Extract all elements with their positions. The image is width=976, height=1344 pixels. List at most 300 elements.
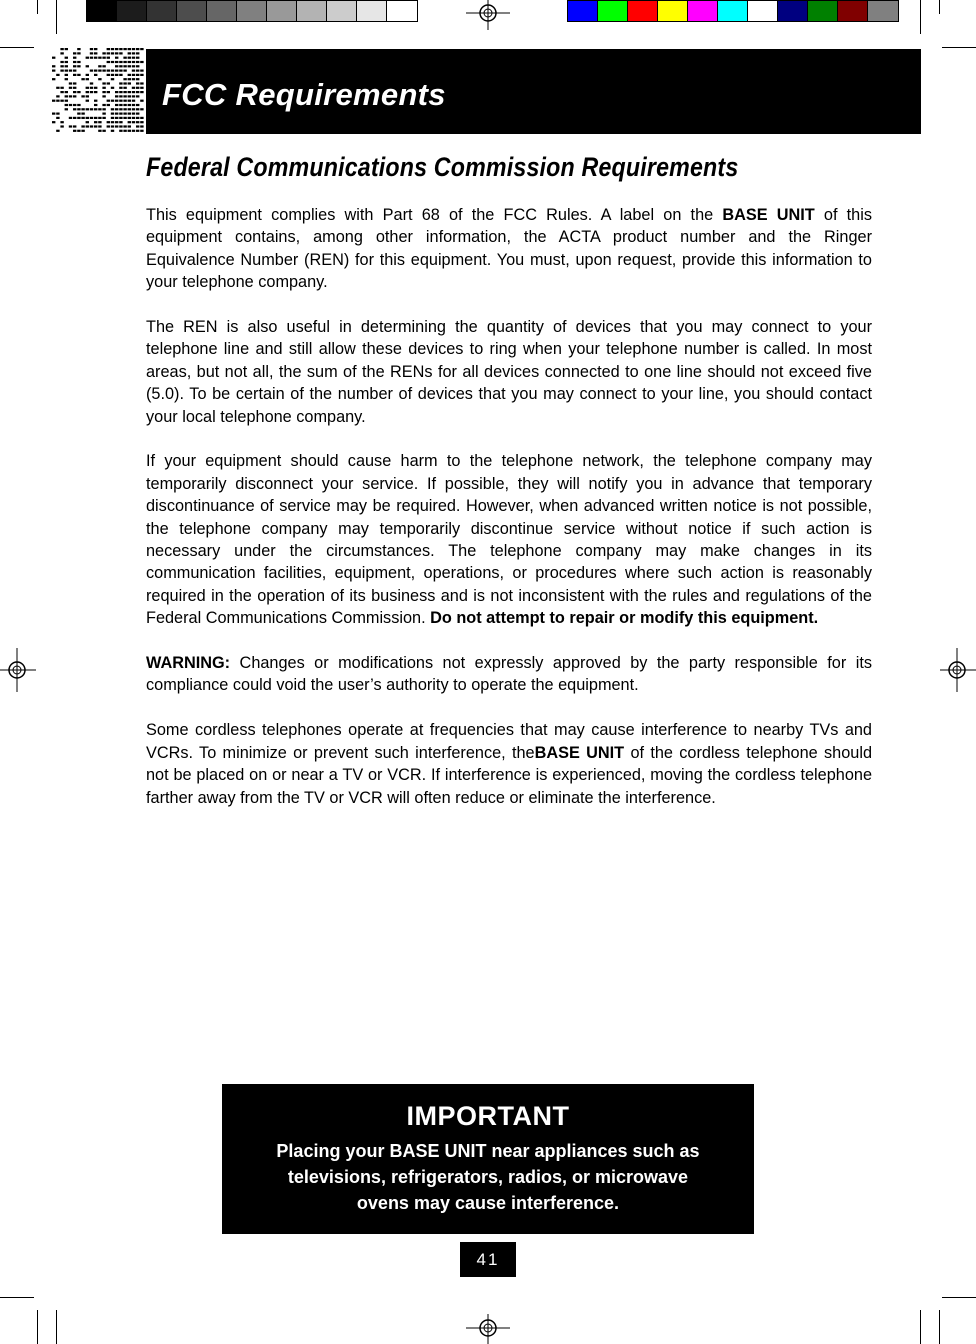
paragraph-interference: Some cordless telephones operate at frequencies that may cause interference to nearby TVs and VCRs. To minimize or prevent such interference, theBASE UNIT of the cordless telephone should not be placed on or near a TV or VCR. If interference is experienced, moving the cordless telephone farther away from the TV or VCR will often reduce or eliminate the interference.: [146, 721, 872, 807]
halftone-dot: [119, 87, 122, 89]
halftone-dot: [119, 70, 122, 72]
halftone-dot: [119, 95, 122, 97]
halftone-dot: [115, 125, 118, 127]
halftone-dot: [77, 130, 80, 132]
halftone-dot: [86, 95, 89, 97]
halftone-dot: [60, 65, 63, 67]
halftone-dot: [107, 125, 110, 127]
color-swatch: [87, 1, 117, 21]
halftone-dot: [140, 108, 143, 110]
halftone-dot: [140, 100, 143, 102]
halftone-dot: [136, 130, 139, 132]
halftone-dot: [140, 70, 143, 72]
color-swatch: [297, 1, 327, 21]
halftone-dot: [132, 117, 135, 119]
halftone-dot: [102, 117, 105, 119]
halftone-dot: [128, 52, 131, 54]
halftone-dot: [73, 95, 76, 97]
halftone-dot: [69, 104, 72, 106]
halftone-dot: [136, 74, 139, 76]
halftone-dot: [102, 113, 105, 115]
repair-warning: Do not attempt to repair or modify this equipment.: [430, 609, 819, 628]
base-unit-term: BASE UNIT: [534, 743, 625, 762]
halftone-dot: [77, 91, 80, 93]
halftone-dot: [136, 70, 139, 72]
halftone-dot: [132, 74, 135, 76]
halftone-dot: [132, 91, 135, 93]
color-swatch: [628, 1, 658, 21]
halftone-dot: [115, 113, 118, 115]
color-swatch: [808, 1, 838, 21]
halftone-dot: [119, 82, 122, 84]
halftone-dot: [115, 121, 118, 123]
halftone-dot: [98, 121, 101, 123]
halftone-dot: [132, 104, 135, 106]
halftone-dot: [73, 70, 76, 72]
halftone-dot: [107, 82, 110, 84]
halftone-dot: [77, 65, 80, 67]
halftone-dot: [86, 121, 89, 123]
halftone-dot: [69, 95, 72, 97]
halftone-dot: [123, 104, 126, 106]
crop-mark: [0, 47, 34, 48]
page-title: FCC Requirements: [162, 77, 446, 112]
halftone-dot: [102, 95, 105, 97]
halftone-dot: [52, 113, 55, 115]
color-swatch: [237, 1, 267, 21]
halftone-dot: [111, 87, 114, 89]
halftone-dot: [136, 117, 139, 119]
halftone-dot: [123, 70, 126, 72]
halftone-dot: [102, 70, 105, 72]
halftone-dot: [111, 52, 114, 54]
halftone-dot: [132, 65, 135, 67]
halftone-dot: [128, 74, 131, 76]
halftone-dot: [60, 91, 63, 93]
halftone-dot: [52, 100, 55, 102]
halftone-dot: [86, 125, 89, 127]
color-swatch: [868, 1, 898, 21]
document-body: [146, 204, 872, 831]
halftone-dot: [73, 104, 76, 106]
document-title: Federal Communications Commission Requirements: [146, 152, 739, 182]
color-swatch: [838, 1, 868, 21]
halftone-dot: [52, 70, 55, 72]
halftone-dot: [136, 91, 139, 93]
halftone-dot: [136, 52, 139, 54]
halftone-dot: [132, 61, 135, 63]
halftone-dot: [86, 78, 89, 80]
halftone-dot: [107, 57, 110, 59]
halftone-dot: [111, 130, 114, 132]
halftone-dot: [65, 91, 68, 93]
halftone-dot: [69, 70, 72, 72]
halftone-dot: [65, 74, 68, 76]
halftone-dot: [132, 130, 135, 132]
halftone-dot: [107, 70, 110, 72]
halftone-dot: [73, 125, 76, 127]
halftone-dot: [81, 78, 84, 80]
halftone-dot: [90, 108, 93, 110]
halftone-dot: [77, 108, 80, 110]
halftone-dot: [98, 117, 101, 119]
halftone-dot: [73, 61, 76, 63]
halftone-dot: [119, 48, 122, 50]
halftone-dot: [111, 78, 114, 80]
halftone-dot: [86, 74, 89, 76]
halftone-dot: [60, 70, 63, 72]
halftone-dot: [107, 104, 110, 106]
crop-mark: [942, 1297, 976, 1298]
halftone-dot: [73, 57, 76, 59]
halftone-dot: [123, 48, 126, 50]
halftone-dot: [73, 52, 76, 54]
halftone-dot: [140, 82, 143, 84]
registration-mark-icon: [466, 1314, 510, 1344]
halftone-dot: [107, 48, 110, 50]
halftone-dot: [123, 100, 126, 102]
halftone-dot: [73, 74, 76, 76]
halftone-dot: [73, 65, 76, 67]
halftone-dot: [81, 113, 84, 115]
color-swatch: [267, 1, 297, 21]
halftone-dot: [119, 52, 122, 54]
halftone-dot: [128, 130, 131, 132]
paragraph-network-harm: If your equipment should cause harm to the telephone network, the telephone company may temporarily disconnect your service. If possible, they will notify you in advance that temporary discontinuance of service may be required. However, when advanced written notice is not possible, the telephone company may temporarily discontinue service without notice if such action is necessary under the circumstances. The telephone company may make changes in its communication facilities, equipment, operations, or procedures where such action is reasonably required in the operation of its business and is not inconsistent with the rules and regulations of the Federal Communications Commission. Do not attempt to repair or modify this equipment.: [146, 452, 872, 628]
halftone-dot: [119, 113, 122, 115]
registration-mark-icon: [940, 648, 976, 692]
halftone-dot: [60, 125, 63, 127]
halftone-dot: [77, 61, 80, 63]
halftone-dot: [128, 104, 131, 106]
halftone-dot: [136, 113, 139, 115]
halftone-dot: [123, 57, 126, 59]
grayscale-calibration-strip: [86, 0, 418, 22]
halftone-dot: [115, 100, 118, 102]
halftone-dot: [115, 61, 118, 63]
halftone-dot: [132, 52, 135, 54]
halftone-dot: [94, 100, 97, 102]
halftone-dot: [132, 113, 135, 115]
halftone-dot: [56, 87, 59, 89]
halftone-dot: [98, 125, 101, 127]
halftone-dot: [128, 125, 131, 127]
halftone-dot: [128, 108, 131, 110]
halftone-dot: [52, 78, 55, 80]
halftone-dot: [128, 91, 131, 93]
halftone-dot: [128, 48, 131, 50]
halftone-dot: [102, 130, 105, 132]
halftone-dot: [56, 113, 59, 115]
halftone-dot: [123, 78, 126, 80]
halftone-dot: [60, 121, 63, 123]
halftone-dot: [81, 130, 84, 132]
halftone-dot: [94, 104, 97, 106]
halftone-dot: [123, 108, 126, 110]
halftone-dot: [98, 65, 101, 67]
halftone-dot: [98, 108, 101, 110]
halftone-dot: [94, 87, 97, 89]
halftone-dot: [132, 70, 135, 72]
halftone-dot: [69, 125, 72, 127]
halftone-dot: [119, 117, 122, 119]
halftone-dot: [115, 52, 118, 54]
halftone-dot: [98, 57, 101, 59]
crop-mark: [920, 0, 921, 34]
halftone-dot: [128, 61, 131, 63]
halftone-dot: [94, 91, 97, 93]
halftone-dot: [123, 130, 126, 132]
halftone-dot: [136, 108, 139, 110]
halftone-dot: [60, 52, 63, 54]
halftone-dot: [86, 108, 89, 110]
halftone-dot: [140, 91, 143, 93]
halftone-dot: [86, 91, 89, 93]
halftone-dot: [65, 95, 68, 97]
halftone-dot: [107, 61, 110, 63]
halftone-dot: [140, 48, 143, 50]
halftone-dot: [69, 87, 72, 89]
halftone-dot: [119, 65, 122, 67]
halftone-dot: [111, 61, 114, 63]
halftone-dot: [132, 108, 135, 110]
halftone-dot: [128, 113, 131, 115]
halftone-dot: [86, 100, 89, 102]
halftone-dot: [119, 74, 122, 76]
halftone-dot: [73, 87, 76, 89]
halftone-dot: [60, 48, 63, 50]
halftone-dot: [115, 57, 118, 59]
halftone-dot: [81, 108, 84, 110]
halftone-dot: [140, 87, 143, 89]
crop-mark: [939, 0, 940, 14]
registration-mark-icon: [466, 0, 510, 30]
halftone-dot: [140, 74, 143, 76]
halftone-dot: [94, 57, 97, 59]
halftone-dot: [94, 108, 97, 110]
halftone-dot: [136, 95, 139, 97]
halftone-dot: [119, 130, 122, 132]
halftone-dot: [136, 121, 139, 123]
color-swatch: [147, 1, 177, 21]
halftone-dot: [94, 74, 97, 76]
halftone-dot: [90, 91, 93, 93]
halftone-dot: [65, 65, 68, 67]
crop-mark: [56, 0, 57, 34]
halftone-dot: [102, 52, 105, 54]
halftone-dot: [69, 82, 72, 84]
halftone-dot: [132, 100, 135, 102]
halftone-dot: [115, 117, 118, 119]
halftone-dot: [102, 108, 105, 110]
halftone-logo-icon: [52, 48, 144, 134]
halftone-dot: [128, 78, 131, 80]
halftone-dot: [132, 121, 135, 123]
paragraph-ren: The REN is also useful in determining the quantity of devices that you may connect to your telephone line and still allow these devices to ring when your telephone number is called. In most areas, but not all, the sum of the RENs for all devices connected to one line should not exceed five (5.0). To be certain of the number of devices that you may connect to your line, you should contact your local telephone company.: [146, 318, 872, 426]
halftone-dot: [65, 57, 68, 59]
halftone-dot: [65, 70, 68, 72]
halftone-dot: [119, 121, 122, 123]
halftone-dot: [136, 87, 139, 89]
halftone-dot: [56, 130, 59, 132]
halftone-dot: [56, 95, 59, 97]
halftone-dot: [60, 87, 63, 89]
halftone-dot: [90, 117, 93, 119]
halftone-dot: [65, 78, 68, 80]
halftone-dot: [56, 74, 59, 76]
halftone-dot: [123, 113, 126, 115]
halftone-dot: [90, 57, 93, 59]
halftone-dot: [136, 65, 139, 67]
halftone-dot: [115, 70, 118, 72]
halftone-dot: [94, 52, 97, 54]
halftone-dot: [98, 70, 101, 72]
crop-mark: [939, 1310, 940, 1344]
halftone-dot: [123, 82, 126, 84]
halftone-dot: [128, 65, 131, 67]
crop-mark: [37, 1310, 38, 1344]
halftone-dot: [140, 61, 143, 63]
color-swatch: [117, 1, 147, 21]
halftone-dot: [132, 78, 135, 80]
halftone-dot: [73, 91, 76, 93]
important-heading: IMPORTANT: [406, 1101, 570, 1131]
important-notice-box: [222, 1084, 754, 1234]
halftone-dot: [81, 117, 84, 119]
halftone-dot: [136, 61, 139, 63]
halftone-dot: [52, 65, 55, 67]
halftone-dot: [56, 100, 59, 102]
halftone-dot: [86, 65, 89, 67]
halftone-dot: [52, 121, 55, 123]
halftone-dot: [123, 65, 126, 67]
halftone-dot: [102, 91, 105, 93]
page-number: 41: [460, 1242, 516, 1277]
color-swatch: [387, 1, 417, 21]
color-swatch: [327, 1, 357, 21]
halftone-dot: [140, 130, 143, 132]
color-swatch: [778, 1, 808, 21]
halftone-dot: [102, 57, 105, 59]
warning-label: WARNING:: [146, 654, 231, 673]
halftone-dot: [94, 125, 97, 127]
registration-mark-icon: [0, 648, 36, 692]
halftone-dot: [119, 108, 122, 110]
halftone-dot: [111, 100, 114, 102]
halftone-dot: [90, 52, 93, 54]
halftone-dot: [115, 108, 118, 110]
halftone-dot: [86, 117, 89, 119]
halftone-dot: [94, 70, 97, 72]
halftone-dot: [119, 100, 122, 102]
halftone-dot: [60, 100, 63, 102]
halftone-dot: [107, 100, 110, 102]
halftone-dot: [140, 125, 143, 127]
halftone-dot: [111, 74, 114, 76]
halftone-dot: [60, 61, 63, 63]
halftone-dot: [111, 121, 114, 123]
halftone-dot: [111, 48, 114, 50]
color-swatch: [598, 1, 628, 21]
halftone-dot: [128, 57, 131, 59]
halftone-dot: [115, 91, 118, 93]
halftone-dot: [90, 87, 93, 89]
crop-mark: [942, 47, 976, 48]
halftone-dot: [111, 108, 114, 110]
halftone-dot: [123, 95, 126, 97]
halftone-dot: [90, 82, 93, 84]
halftone-dot: [102, 82, 105, 84]
halftone-dot: [140, 121, 143, 123]
halftone-dot: [123, 87, 126, 89]
halftone-dot: [111, 117, 114, 119]
halftone-dot: [128, 121, 131, 123]
halftone-dot: [107, 52, 110, 54]
halftone-dot: [115, 104, 118, 106]
halftone-dot: [115, 65, 118, 67]
halftone-dot: [77, 74, 80, 76]
halftone-dot: [102, 65, 105, 67]
halftone-dot: [90, 48, 93, 50]
halftone-dot: [98, 130, 101, 132]
halftone-dot: [128, 95, 131, 97]
crop-mark: [920, 1310, 921, 1344]
base-unit-term: BASE UNIT: [722, 206, 815, 224]
halftone-dot: [123, 117, 126, 119]
halftone-dot: [65, 104, 68, 106]
halftone-dot: [136, 78, 139, 80]
halftone-dot: [94, 117, 97, 119]
halftone-dot: [132, 48, 135, 50]
color-swatch: [688, 1, 718, 21]
halftone-dot: [140, 117, 143, 119]
color-swatch: [177, 1, 207, 21]
color-swatch: [357, 1, 387, 21]
halftone-dot: [98, 78, 101, 80]
halftone-dot: [73, 117, 76, 119]
halftone-dot: [119, 125, 122, 127]
halftone-dot: [52, 57, 55, 59]
halftone-dot: [77, 52, 80, 54]
color-swatch: [748, 1, 778, 21]
paragraph-warning: WARNING: Changes or modifications not expressly approved by the party responsible for its compliance could void the user’s authority to operate the equipment.: [146, 654, 872, 695]
halftone-dot: [111, 125, 114, 127]
header-bar: [146, 49, 921, 134]
halftone-dot: [136, 48, 139, 50]
halftone-dot: [81, 125, 84, 127]
halftone-dot: [119, 104, 122, 106]
halftone-dot: [90, 70, 93, 72]
color-calibration-strip: [567, 0, 899, 22]
halftone-dot: [119, 61, 122, 63]
halftone-dot: [73, 108, 76, 110]
halftone-dot: [65, 48, 68, 50]
halftone-dot: [77, 104, 80, 106]
halftone-dot: [56, 117, 59, 119]
halftone-dot: [107, 121, 110, 123]
halftone-dot: [123, 91, 126, 93]
halftone-dot: [73, 130, 76, 132]
halftone-dot: [111, 70, 114, 72]
halftone-dot: [94, 121, 97, 123]
halftone-dot: [132, 95, 135, 97]
crop-mark: [56, 1310, 57, 1344]
halftone-dot: [107, 74, 110, 76]
halftone-dot: [136, 57, 139, 59]
halftone-dot: [90, 125, 93, 127]
halftone-dot: [65, 108, 68, 110]
halftone-dot: [107, 91, 110, 93]
